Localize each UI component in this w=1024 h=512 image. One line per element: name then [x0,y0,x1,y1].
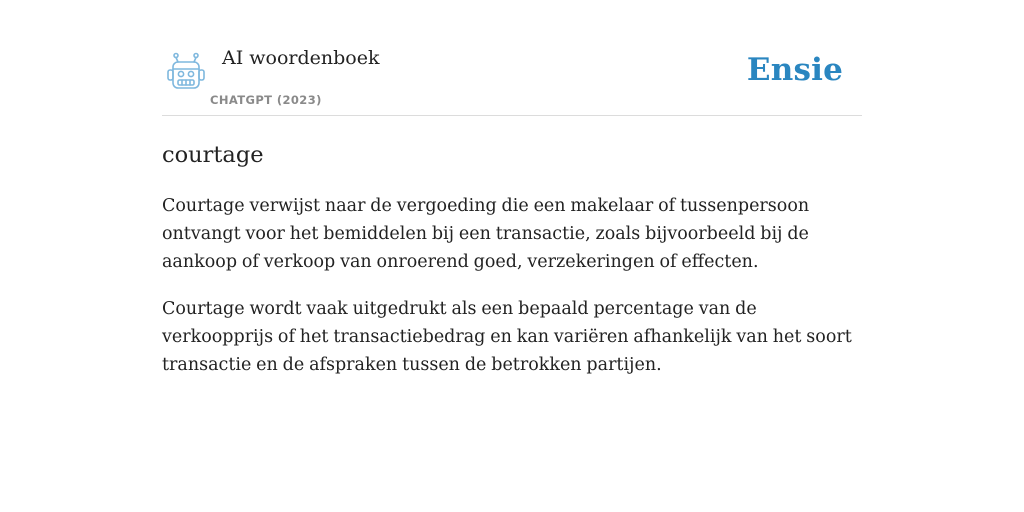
entry-term: courtage [162,142,264,168]
dictionary-title[interactable]: AI woordenboek [222,47,380,69]
definition-paragraph-1: Courtage verwijst naar de vergoeding die een makelaar of tussenpersoon ontvangt voor het bemiddelen bij een transactie, zoals bijvoorbeeld bij de aankoop of verkoop van onroerend goed, verzekeringen of effecten. [162,196,810,272]
definition-paragraph-2: Courtage wordt vaak uitgedrukt als een bepaald percentage van de verkoopprijs of het transactiebedrag en kan variëren afhankelijk van het soort transactie en de afspraken tussen de betrokken partijen. [162,299,852,375]
entry-header [162,0,862,116]
robot-icon [166,52,206,90]
brand-logo[interactable]: Ensie [746,52,843,88]
content-container [162,0,862,379]
source-label: CHATGPT (2023) [210,93,322,107]
